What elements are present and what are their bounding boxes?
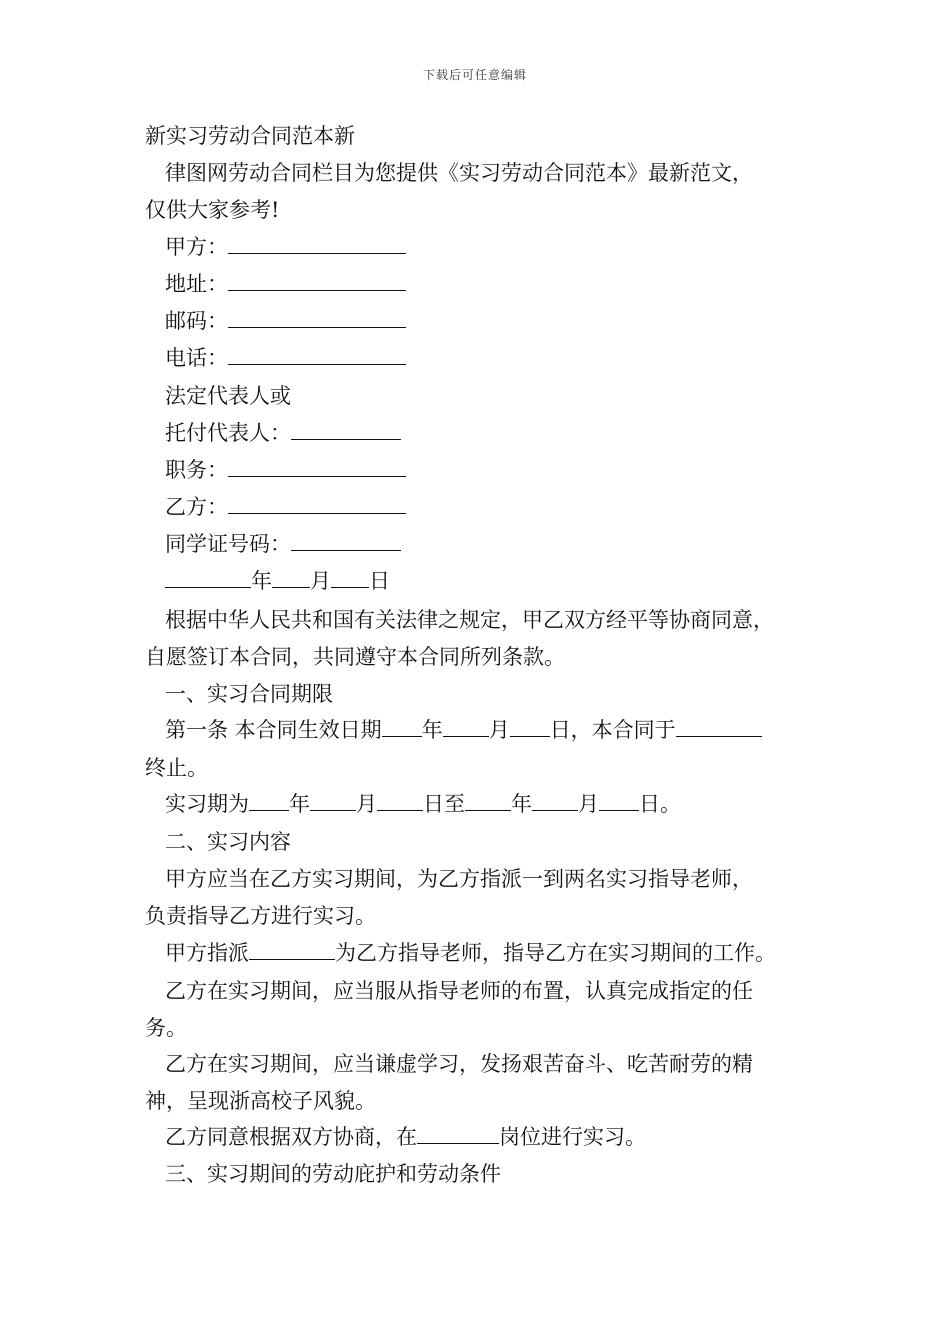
article-1-line-2: 终止。 xyxy=(145,756,208,780)
article-1-day-blank[interactable] xyxy=(510,716,550,737)
position-blank[interactable] xyxy=(228,456,406,477)
agent-rep-label: 托付代表人： xyxy=(165,421,291,445)
address-blank[interactable] xyxy=(228,270,406,291)
content-2-text-b: 为乙方指导老师，指导乙方在实习期间的工作。 xyxy=(335,941,776,965)
signing-date-field xyxy=(165,567,390,595)
article-1-text: 第一条 本合同生效日期 xyxy=(165,718,382,742)
party-b-blank[interactable] xyxy=(228,493,406,514)
content-5-text-a: 乙方同意根据双方协商，在 xyxy=(165,1125,417,1149)
period-month1-blank[interactable] xyxy=(310,790,356,811)
article-1-year-blank[interactable] xyxy=(382,716,422,737)
postcode-blank[interactable] xyxy=(228,307,406,328)
period-year1-blank[interactable] xyxy=(249,790,289,811)
date-month-blank[interactable] xyxy=(272,567,310,588)
article-1-year-label: 年 xyxy=(421,718,443,742)
content-5-line xyxy=(165,1123,646,1151)
date-year-blank[interactable] xyxy=(165,567,251,588)
content-1-line-1: 甲方应当在乙方实习期间，为乙方指派一到两名实习指导老师， xyxy=(165,867,753,891)
document-title: 新实习劳动合同范本新 xyxy=(145,124,355,148)
period-day2-blank[interactable] xyxy=(599,790,639,811)
content-5-text-b: 岗位进行实习。 xyxy=(499,1125,646,1149)
section-2-heading: 二、实习内容 xyxy=(165,830,291,854)
party-a-label: 甲方： xyxy=(165,235,228,259)
section-3-heading: 三、实习期间的劳动庇护和劳动条件 xyxy=(165,1162,501,1186)
period-year2-blank[interactable] xyxy=(465,790,511,811)
student-id-field xyxy=(165,530,401,558)
period-month1-label: 月 xyxy=(356,792,377,816)
content-4-line-1: 乙方在实习期间，应当谦虚学习，发扬艰苦奋斗、吃苦耐劳的精 xyxy=(165,1052,753,1076)
period-month2-blank[interactable] xyxy=(532,790,578,811)
content-4-line-2: 神，呈现浙高校子风貌。 xyxy=(145,1089,376,1113)
postcode-label: 邮码： xyxy=(165,309,228,333)
content-1-line-2: 负责指导乙方进行实习。 xyxy=(145,904,376,928)
agent-rep-blank[interactable] xyxy=(291,419,401,440)
period-label: 实习期为 xyxy=(165,792,249,816)
address-label: 地址： xyxy=(165,272,228,296)
post-blank[interactable] xyxy=(417,1123,499,1144)
phone-label: 电话： xyxy=(165,346,228,370)
party-b-field xyxy=(165,493,406,521)
period-day1-blank[interactable] xyxy=(377,790,423,811)
position-label: 职务： xyxy=(165,458,228,482)
instructor-blank[interactable] xyxy=(249,939,335,960)
content-2-line xyxy=(165,939,776,967)
intro-line-2: 仅供大家参考! xyxy=(145,198,280,222)
party-b-label: 乙方： xyxy=(165,495,228,519)
period-day-to-label: 日至 xyxy=(423,792,465,816)
period-day2-label: 日。 xyxy=(639,792,681,816)
address-field xyxy=(165,270,406,298)
date-day-blank[interactable] xyxy=(331,567,369,588)
content-2-text-a: 甲方指派 xyxy=(165,941,249,965)
period-year1-label: 年 xyxy=(289,792,310,816)
legal-rep-label: 法定代表人或 xyxy=(165,384,291,408)
postcode-field xyxy=(165,307,406,335)
article-1-end-blank[interactable] xyxy=(676,716,762,737)
preamble-line-2: 自愿签订本合同，共同遵守本合同所列条款。 xyxy=(145,645,565,669)
article-1-month-label: 月 xyxy=(488,718,510,742)
header-note: 下载后可任意编辑 xyxy=(422,68,527,82)
article-1-month-blank[interactable] xyxy=(443,716,489,737)
agent-rep-field xyxy=(165,419,401,447)
position-field xyxy=(165,456,406,484)
content-3-line-1: 乙方在实习期间，应当服从指导老师的布置，认真完成指定的任 xyxy=(165,979,753,1003)
phone-blank[interactable] xyxy=(228,344,406,365)
content-3-line-2: 务。 xyxy=(145,1016,187,1040)
student-id-blank[interactable] xyxy=(291,530,401,551)
internship-period-line xyxy=(165,790,681,818)
date-month-label: 月 xyxy=(310,569,331,593)
date-day-label: 日 xyxy=(369,569,390,593)
party-a-field xyxy=(165,233,406,261)
party-a-blank[interactable] xyxy=(228,233,406,254)
phone-field xyxy=(165,344,406,372)
section-1-heading: 一、实习合同期限 xyxy=(165,682,333,706)
period-year2-label: 年 xyxy=(511,792,532,816)
period-month2-label: 月 xyxy=(578,792,599,816)
intro-line-1: 律图网劳动合同栏目为您提供《实习劳动合同范本》最新范文， xyxy=(165,161,753,185)
student-id-label: 同学证号码： xyxy=(165,532,291,556)
article-1-until-label: 日，本合同于 xyxy=(549,718,676,742)
date-year-label: 年 xyxy=(251,569,272,593)
article-1-line-1 xyxy=(165,716,762,744)
preamble-line-1: 根据中华人民共和国有关法律之规定，甲乙双方经平等协商同意， xyxy=(165,608,774,632)
